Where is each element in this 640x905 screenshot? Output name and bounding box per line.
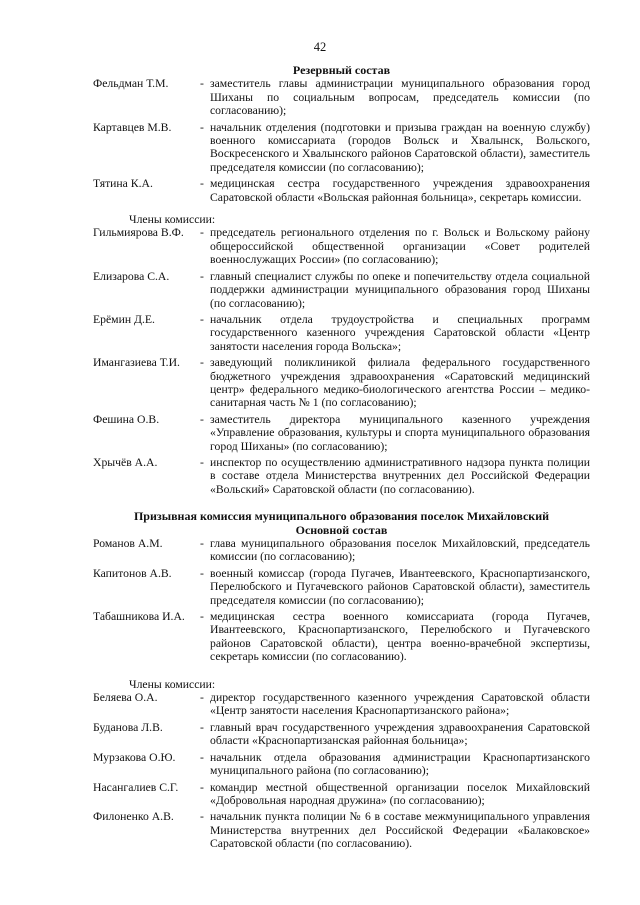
dash: - [200, 537, 204, 550]
member-entry [93, 413, 590, 453]
person-entry [93, 610, 590, 664]
members-label: Члены комиссии: [129, 213, 216, 227]
member-role: председатель регионального отделения по г. Вольск и Вольскому району общероссийской общественной организации «Совет родителей военнослужащих России» (по согласованию); [210, 226, 590, 267]
member-name: Беляева О.А. [93, 691, 158, 705]
person-name: Капитонов А.В. [93, 566, 172, 580]
member-role: заведующий поликлиникой филиала федерального государственного бюджетного учреждения здравоохранения «Саратовский медицинский центр» федерального медико-биологического агентства России – медико-санитарная часть № 1 (по согласованию); [210, 356, 590, 410]
member-name: Мурзакова О.Ю. [93, 750, 176, 764]
page-number: 42 [313, 40, 327, 54]
person-role: медицинская сестра государственного учреждения здравоохранения Саратовской области «Вольская районная больница», секретарь комиссии. [210, 177, 590, 204]
member-name: Буданова Л.В. [93, 720, 163, 734]
member-role: начальник отдела образования администрации Краснопартизанского муниципального района (по согласованию); [210, 750, 590, 778]
member-entry [93, 456, 590, 496]
dash: - [200, 455, 204, 469]
person-name: Фельдман Т.М. [93, 77, 169, 91]
person-entry [93, 77, 590, 117]
section-heading-reserve: Резервный состав [292, 63, 391, 77]
person-role: начальник отделения (подготовки и призыва граждан на военную службу) военного комиссариата (городов Вольск и Хвалынск, Вольского, Воскресенского и Хвалынского районов Саратовской области), заместитель председателя комиссии (по согласованию); [210, 120, 590, 174]
dash: - [200, 566, 204, 580]
dash: - [200, 750, 204, 764]
member-role: главный врач государственного учреждения здравоохранения Саратовской области «Краснопартизанская районная больница»; [210, 720, 590, 748]
dash: - [200, 77, 204, 91]
person-role: глава муниципального образования поселок Михайловский, председатель комиссии (по согласованию); [210, 537, 590, 564]
member-entry [93, 781, 590, 808]
member-name: Имангазиева Т.И. [93, 356, 180, 370]
member-entry [93, 721, 590, 748]
person-name: Романов А.М. [93, 537, 163, 550]
document-content [93, 64, 590, 851]
section-heading-commission: Призывная комиссия муниципального образования поселок Михайловский [133, 509, 550, 524]
member-entry [93, 356, 590, 410]
dash: - [200, 412, 204, 426]
member-name: Фешина О.В. [93, 412, 160, 426]
member-name: Гильмиярова В.Ф. [93, 226, 184, 240]
dash: - [200, 120, 204, 134]
member-role: командир местной общественной организации поселок Михайловский «Добровольная народная дружина» (по согласованию); [210, 780, 590, 807]
person-entry [93, 567, 590, 607]
person-role: заместитель главы администрации муниципального образования город Шиханы по социальным вопросам, председатель комиссии (по согласованию); [210, 77, 590, 118]
member-entry [93, 691, 590, 718]
dash: - [200, 691, 204, 705]
person-name: Картавцев М.В. [93, 120, 172, 134]
member-name: Насангалиев С.Г. [93, 780, 179, 794]
dash: - [200, 312, 204, 326]
person-role: военный комиссар (города Пугачев, Ивантеевского, Краснопартизанского, Перелюбского и Пугачевского районов Саратовской области), заместитель председателя комиссии (по согласованию); [210, 566, 590, 607]
dash: - [200, 780, 204, 794]
member-entry [93, 751, 590, 778]
member-role: заместитель директора муниципального казенного учреждения «Управление образования, культуры и спорта муниципального образования город Шиханы» (по согласованию); [210, 412, 590, 453]
dash: - [200, 226, 204, 240]
member-entry [93, 226, 590, 266]
dash: - [200, 610, 204, 624]
person-role: медицинская сестра военного комиссариата (города Пугачев, Ивантеевского, Краснопартизанского, Перелюбского и Пугачевского районов Саратовской области), центра военно-врачебной экспертизы, секретарь комиссии (по согласованию). [210, 610, 590, 664]
member-name: Филоненко А.В. [93, 810, 174, 824]
dash: - [200, 177, 204, 191]
dash: - [200, 356, 204, 370]
member-role: начальник отдела трудоустройства и специальных программ государственного казенного учреждения Саратовской области «Центр занятости населения города Вольска»; [210, 312, 590, 353]
person-entry [93, 537, 590, 564]
person-name: Табашникова И.А. [93, 610, 185, 624]
members-label: Члены комиссии: [129, 677, 216, 691]
member-entry [93, 270, 590, 310]
member-role: главный специалист службы по опеке и попечительству отдела социальной поддержки администрации муниципального образования город Шиханы (по согласованию); [210, 269, 590, 310]
member-name: Ерёмин Д.Е. [93, 312, 155, 326]
member-entry [93, 810, 590, 850]
member-name: Елизарова С.А. [93, 269, 170, 283]
person-name: Тятина К.А. [93, 177, 153, 191]
dash: - [200, 269, 204, 283]
section-subheading-main: Основной состав [295, 522, 388, 537]
dash: - [200, 720, 204, 734]
member-role: инспектор по осуществлению административного надзора пункта полиции в составе отдела Министерства внутренних дел Российской Федерации «Вольский» Саратовской области (по согласованию). [210, 455, 590, 496]
person-entry [93, 177, 590, 204]
person-entry [93, 121, 590, 175]
dash: - [200, 810, 204, 824]
member-role: начальник пункта полиции № 6 в составе межмуниципального управления Министерства внутренних дел Российской Федерации «Балаковское» Саратовской области (по согласованию). [210, 810, 590, 851]
member-entry [93, 313, 590, 353]
member-name: Хрычёв А.А. [93, 455, 158, 469]
member-role: директор государственного казенного учреждения Саратовской области «Центр занятости населения Краснопартизанского района»; [210, 691, 590, 718]
